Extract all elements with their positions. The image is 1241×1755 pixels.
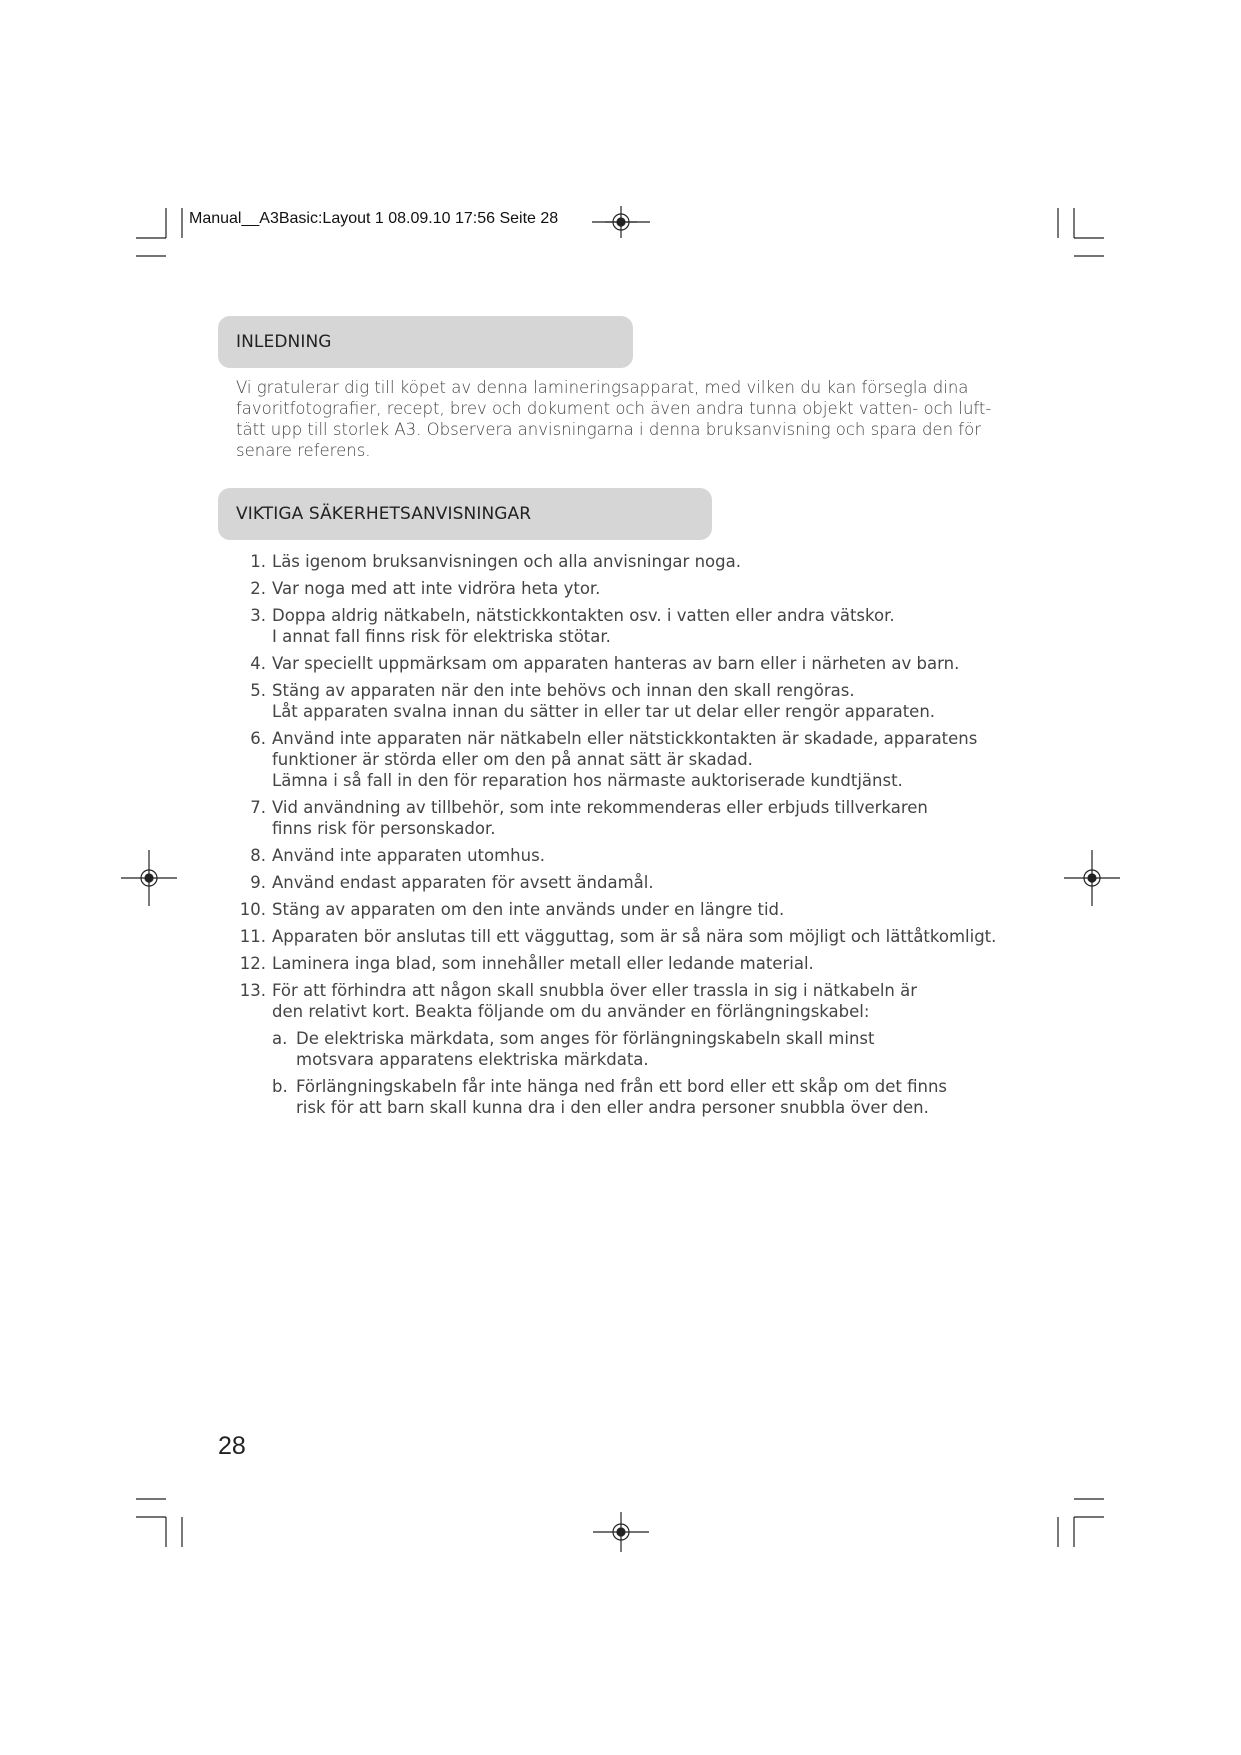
section-safety-header xyxy=(218,488,712,540)
list-item-number: 10. xyxy=(239,900,266,919)
registration-mark-right xyxy=(1064,850,1120,906)
list-item-number: 4. xyxy=(250,654,266,673)
list-item-number: 2. xyxy=(250,579,266,598)
sub-list-item-text: risk för att barn skall kunna dra i den eller andra personer snubbla över den. xyxy=(296,1098,929,1117)
page-number: 28 xyxy=(218,1432,246,1460)
intro-line: Vi gratulerar dig till köpet av denna lamineringsapparat, med vilken du kan försegla dina xyxy=(236,378,969,397)
list-item-text: Stäng av apparaten när den inte behövs och innan den skall rengöras. xyxy=(272,681,855,700)
list-item-text: Apparaten bör anslutas till ett vägguttag, som är så nära som möjligt och lättåtkomligt. xyxy=(272,927,997,946)
list-item-text: Var noga med att inte vidröra heta ytor. xyxy=(272,579,601,598)
intro-line: favoritfotografier, recept, brev och dokument och även andra tunna objekt vatten- och luft- xyxy=(236,399,992,418)
list-item xyxy=(236,680,1016,722)
list-item-number: 6. xyxy=(250,729,266,748)
registration-mark-left xyxy=(121,850,177,906)
list-item xyxy=(236,926,1016,947)
list-item xyxy=(236,953,1016,974)
list-item-text: För att förhindra att någon skall snubbla över eller trassla in sig i nätkabeln är xyxy=(272,981,918,1000)
list-item xyxy=(236,728,1016,791)
intro-line: senare referens. xyxy=(236,441,371,460)
list-item-text: Lämna i så fall in den för reparation hos närmaste auktoriserade kundtjänst. xyxy=(272,771,903,790)
sub-list-item-letter: a. xyxy=(272,1029,288,1048)
sub-list-item-text: motsvara apparatens elektriska märkdata. xyxy=(296,1050,649,1069)
list-item-number: 11. xyxy=(239,927,266,946)
list-item-text: Var speciellt uppmärksam om apparaten hanteras av barn eller i närheten av barn. xyxy=(272,654,960,673)
safety-list xyxy=(236,551,1016,1124)
intro-line: tätt upp till storlek A3. Observera anvisningarna i denna bruksanvisning och spara den för xyxy=(236,420,981,439)
registration-mark-top xyxy=(605,206,637,238)
list-item-number: 3. xyxy=(250,606,266,625)
list-item xyxy=(236,578,1016,599)
list-item-text: Använd endast apparaten för avsett ändamål. xyxy=(272,873,654,892)
list-item-number: 5. xyxy=(250,681,266,700)
list-item xyxy=(236,797,1016,839)
sub-list-item-letter: b. xyxy=(272,1077,288,1096)
list-item-number: 12. xyxy=(239,954,266,973)
list-item xyxy=(236,899,1016,920)
intro-paragraph xyxy=(236,377,996,461)
list-item xyxy=(236,605,1016,647)
section-intro-header xyxy=(218,316,633,368)
list-item-number: 9. xyxy=(250,873,266,892)
list-item-text: den relativt kort. Beakta följande om du använder en förlängningskabel: xyxy=(272,1002,870,1021)
print-slug: Manual__A3Basic:Layout 1 08.09.10 17:56 Seite 28 xyxy=(189,210,559,227)
section-safety-title: VIKTIGA SÄKERHETSANVISNINGAR xyxy=(236,504,532,524)
list-item-text: funktioner är störda eller om den på annat sätt är skadad. xyxy=(272,750,753,769)
list-item-text: I annat fall finns risk för elektriska stötar. xyxy=(272,627,611,646)
list-item-text: Doppa aldrig nätkabeln, nätstickkontakten osv. i vatten eller andra vätskor. xyxy=(272,606,895,625)
list-item-text: Läs igenom bruksanvisningen och alla anvisningar noga. xyxy=(272,552,741,571)
list-item xyxy=(236,980,1016,1118)
list-item-number: 8. xyxy=(250,846,266,865)
sub-list-item xyxy=(272,1028,1016,1070)
list-item xyxy=(236,653,1016,674)
list-item xyxy=(236,872,1016,893)
list-item-text: finns risk för personskador. xyxy=(272,819,496,838)
list-item-text: Stäng av apparaten om den inte används under en längre tid. xyxy=(272,900,785,919)
list-item-text: Laminera inga blad, som innehåller metall eller ledande material. xyxy=(272,954,814,973)
sub-list-item xyxy=(272,1076,1016,1118)
list-item-text: Vid användning av tillbehör, som inte rekommenderas eller erbjuds tillverkaren xyxy=(272,798,928,817)
section-intro-title: INLEDNING xyxy=(236,332,332,352)
list-item-number: 13. xyxy=(239,981,266,1000)
list-item-text: Använd inte apparaten utomhus. xyxy=(272,846,545,865)
list-item-number: 7. xyxy=(250,798,266,817)
list-item xyxy=(236,845,1016,866)
list-item-text: Använd inte apparaten när nätkabeln eller nätstickkontakten är skadade, apparatens xyxy=(272,729,978,748)
sub-list-item-text: De elektriska märkdata, som anges för förlängningskabeln skall minst xyxy=(296,1029,875,1048)
list-item xyxy=(236,551,1016,572)
list-item-text: Låt apparaten svalna innan du sätter in eller tar ut delar eller rengör apparaten. xyxy=(272,702,936,721)
list-item-number: 1. xyxy=(250,552,266,571)
sub-list-item-text: Förlängningskabeln får inte hänga ned från ett bord eller ett skåp om det finns xyxy=(296,1077,948,1096)
registration-mark-bottom xyxy=(593,1512,649,1552)
